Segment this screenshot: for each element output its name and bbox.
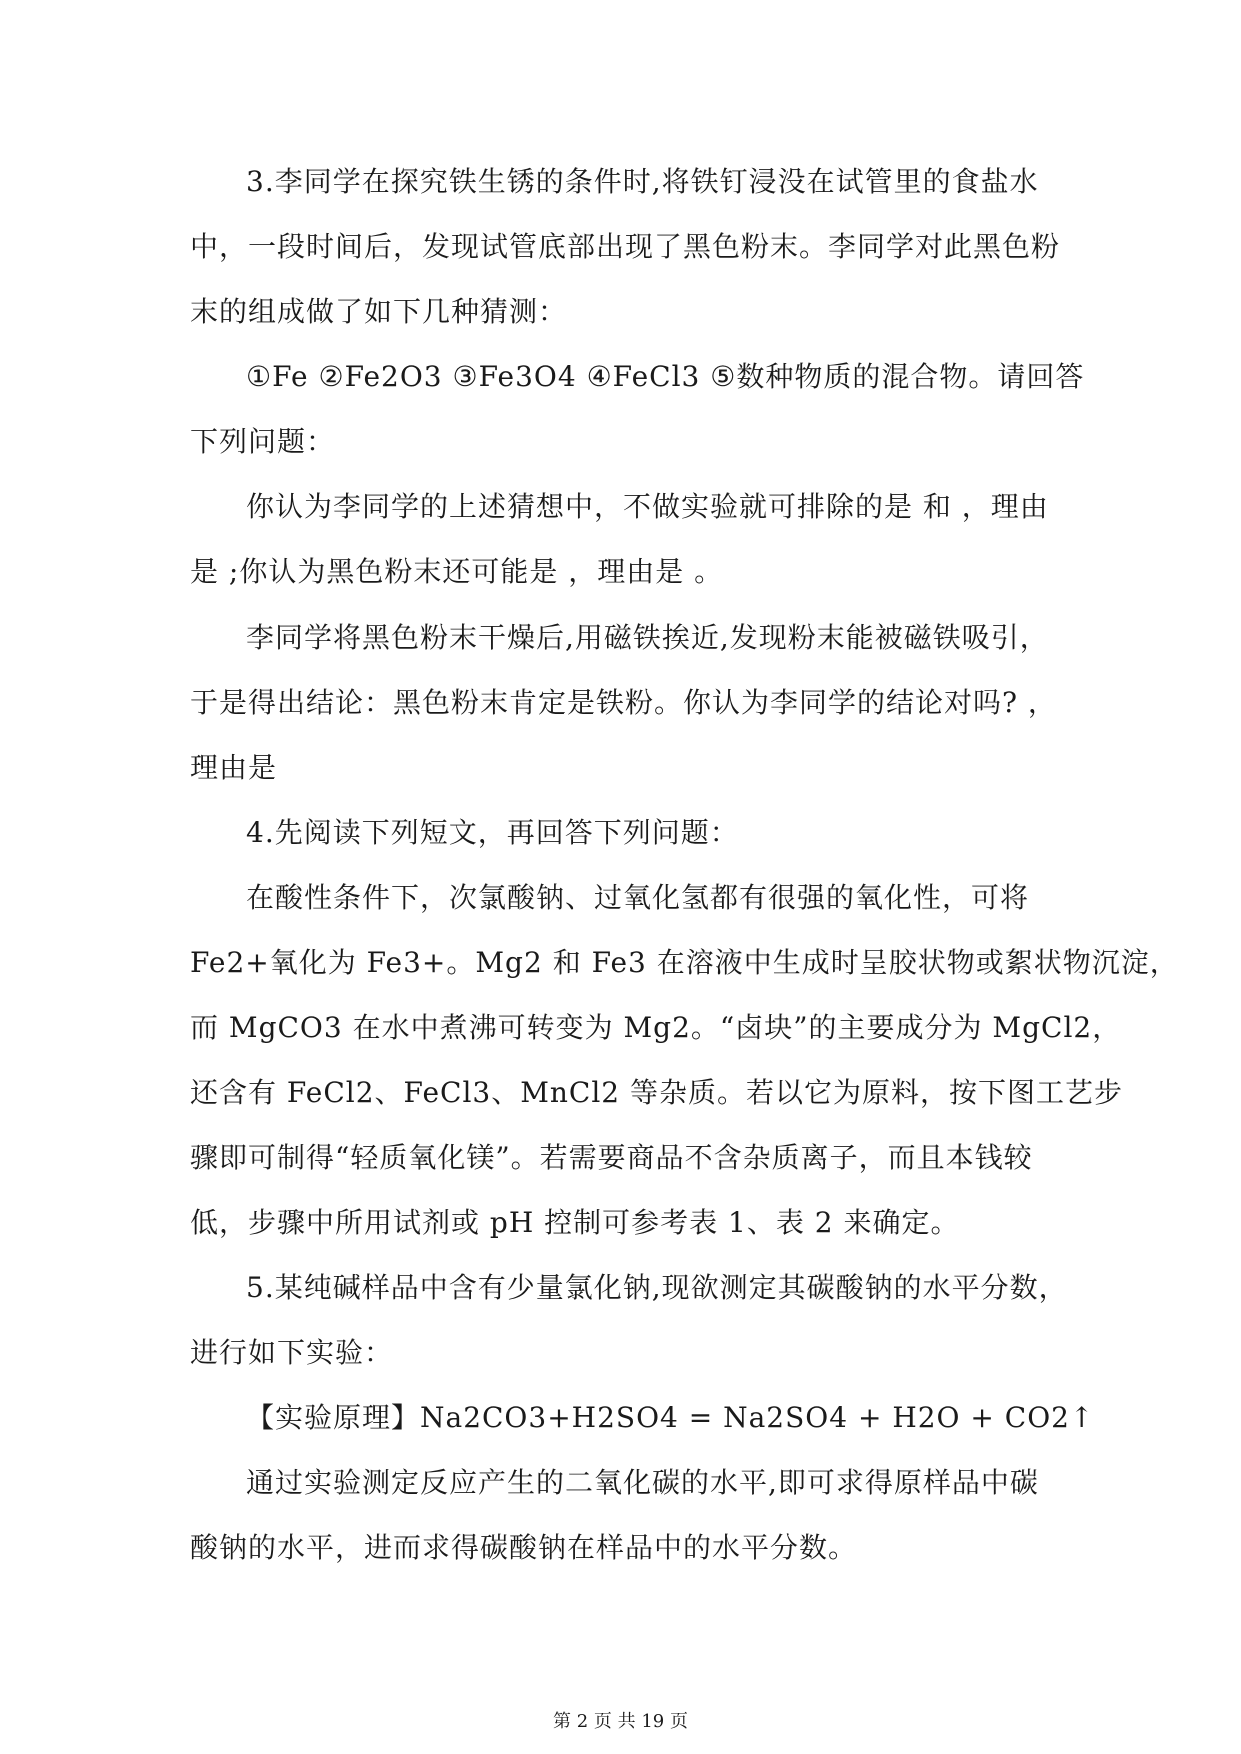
paragraph-q4-line-6: 低，步骤中所用试剂或 pH 控制可参考表 1、表 2 来确定。 [190, 1206, 960, 1239]
question-a-line-1: 你认为李同学的上述猜想中，不做实验就可排除的是 和 ，理由 [246, 490, 1049, 523]
paragraph-q3-line-2: 中，一段时间后，发现试管底部出现了黑色粉末。李同学对此黑色粉 [190, 230, 1061, 263]
paragraph-q3-line-3: 末的组成做了如下几种猜测： [190, 295, 568, 328]
page-footer: 第 2 页 共 19 页 [553, 1711, 688, 1732]
paragraph-q4-line-3: 而 MgCO3 在水中煮沸可转变为 Mg2。“卤块”的主要成分为 MgCl2， [190, 1011, 1122, 1044]
experiment-principle: 【实验原理】Na2CO3+H2SO4 = Na2SO4 + H2O + CO2↑ [246, 1401, 1095, 1434]
question-b-line-3: 理由是 [190, 751, 278, 784]
paragraph-q4-line-2: Fe2+氧化为 Fe3+。Mg2 和 Fe3 在溶液中生成时呈胶状物或絮状物沉淀， [190, 946, 1179, 979]
paragraph-q3-line-1: 3.李同学在探究铁生锈的条件时,将铁钉浸没在试管里的食盐水 [246, 165, 1039, 198]
question-b-line-1: 李同学将黑色粉末干燥后,用磁铁挨近,发现粉末能被磁铁吸引， [246, 621, 1049, 654]
question-b-line-2: 于是得出结论：黑色粉末肯定是铁粉。你认为李同学的结论对吗? ， [190, 686, 1057, 719]
paragraph-q4-line-5: 骤即可制得“轻质氧化镁”。若需要商品不含杂质离子，而且本钱较 [190, 1141, 1033, 1174]
question-a-line-2: 是 ;你认为黑色粉末还可能是 ，理由是 。 [190, 555, 724, 588]
paragraph-q5-line-3: 通过实验测定反应产生的二氧化碳的水平,即可求得原样品中碳 [246, 1466, 1039, 1499]
paragraph-q5-line-4: 酸钠的水平，进而求得碳酸钠在样品中的水平分数。 [190, 1531, 858, 1564]
paragraph-q4-line-4: 还含有 FeCl2、FeCl3、MnCl2 等杂质。若以它为原料，按下图工艺步 [190, 1076, 1124, 1109]
guess-list-line-2: 下列问题： [190, 425, 336, 458]
paragraph-q4-heading: 4.先阅读下列短文，再回答下列问题： [246, 816, 739, 849]
guess-list-line-1: ①Fe ②Fe2O3 ③Fe3O4 ④FeCl3 ⑤数种物质的混合物。请回答 [246, 360, 1085, 393]
paragraph-q4-line-1: 在酸性条件下，次氯酸钠、过氧化氢都有很强的氧化性，可将 [246, 881, 1030, 914]
paragraph-q5-line-2: 进行如下实验： [190, 1336, 394, 1369]
paragraph-q5-line-1: 5.某纯碱样品中含有少量氯化钠,现欲测定其碳酸钠的水平分数， [246, 1271, 1068, 1304]
